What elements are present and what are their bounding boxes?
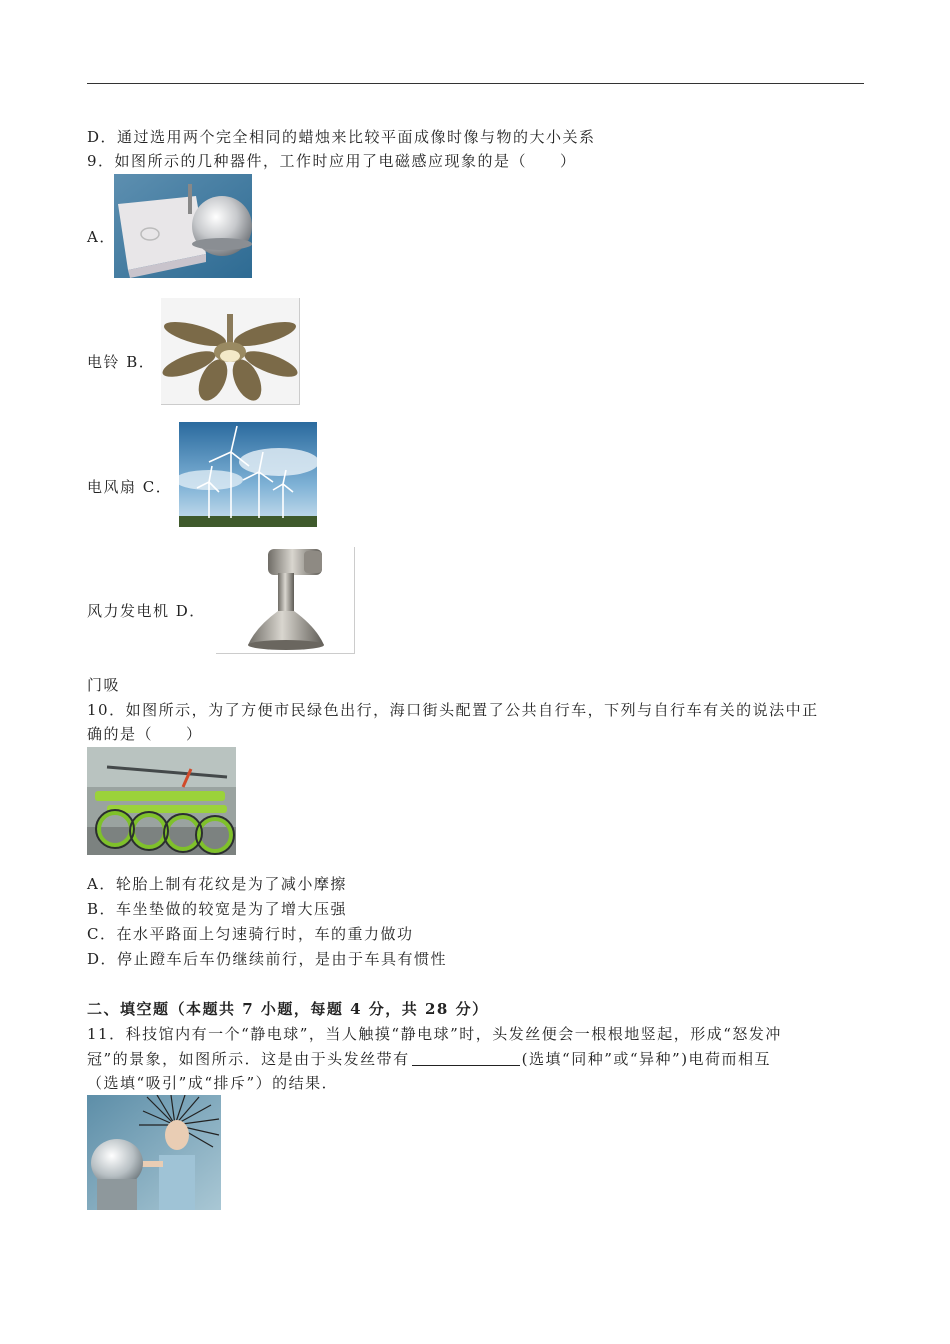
q11-line2-before: 冠”的景象，如图所示．这是由于头发丝带有 — [87, 1050, 410, 1068]
q9-label-a: A． — [87, 228, 116, 246]
q10-stem-line2: 确的是（ ） — [87, 725, 203, 743]
q11-line3: （选填“吸引”成“排斥”）的结果． — [87, 1074, 339, 1092]
section2-heading: 二、填空题（本题共 7 小题，每题 4 分，共 28 分） — [87, 1000, 489, 1018]
q10-option-c: C．在水平路面上匀速骑行时，车的重力做功 — [87, 925, 414, 943]
q10-stem-line1: 10．如图所示，为了方便市民绿色出行，海口街头配置了公共自行车，下列与自行车有关的说法中正 — [87, 701, 819, 719]
q9-label-c: 电风扇 C． — [87, 478, 173, 496]
q10-option-a: A．轮胎上制有花纹是为了减小摩擦 — [87, 875, 347, 893]
q9-stem: 9．如图所示的几种器件，工作时应用了电磁感应现象的是（ ） — [87, 152, 577, 170]
q11-answer-blank — [412, 1051, 520, 1066]
q9-label-d: 风力发电机 D． — [87, 602, 206, 620]
static-ball-image — [87, 1095, 221, 1210]
electric-bell-image — [114, 174, 252, 278]
public-bicycles-image — [87, 747, 236, 855]
q10-option-b: B．车坐垫做的较宽是为了增大压强 — [87, 900, 348, 918]
q8-option-d: D．通过选用两个完全相同的蜡烛来比较平面成像时像与物的大小关系 — [87, 128, 596, 146]
q9-caption-d: 门吸 — [87, 676, 121, 694]
q9-label-b: 电铃 B． — [87, 353, 156, 371]
header-rule — [87, 83, 864, 84]
wind-turbine-image — [179, 422, 317, 527]
q10-option-d: D．停止蹬车后车仍继续前行，是由于车具有惯性 — [87, 950, 448, 968]
q11-line2-after: (选填“同种”或“异种”)电荷而相互 — [521, 1050, 772, 1068]
q11-line2 — [87, 1049, 771, 1069]
door-stopper-image — [216, 547, 355, 654]
ceiling-fan-image — [161, 298, 300, 405]
q11-line1: 11．科技馆内有一个“静电球”，当人触摸“静电球”时，头发丝便会一根根地竖起，形成“怒发冲 — [87, 1025, 782, 1043]
